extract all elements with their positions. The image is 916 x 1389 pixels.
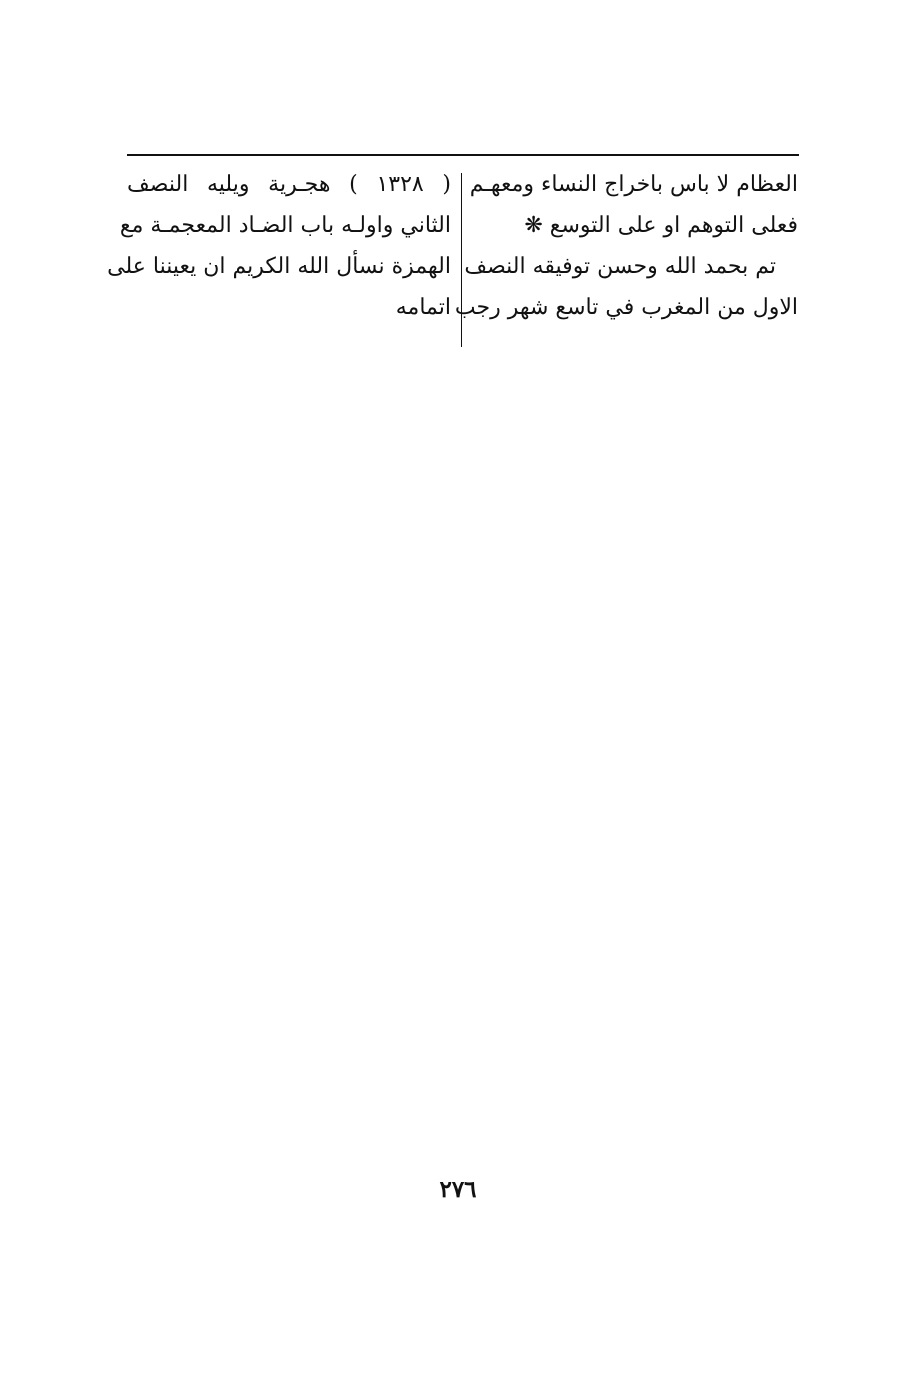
text-line: الثاني واولـه باب الضـاد المعجمـة مع — [119, 213, 451, 238]
text-line: الهمزة نسأل الله الكريم ان يعيننا على — [107, 254, 451, 279]
text-line: ( ١٣٢٨ ) هجـرية ويليه النصف — [127, 172, 451, 197]
text-line: اتمامه — [395, 295, 451, 320]
text-line: الاول من المغرب في تاسع شهر رجب — [454, 295, 798, 320]
text-line: فعلى التوهم او على التوسع ❋ — [524, 213, 798, 238]
text-line: العظام لا باس باخراج النساء ومعهـم — [469, 172, 798, 197]
left-text-column — [107, 164, 451, 328]
page-number: ٢٧٦ — [439, 1176, 477, 1203]
column-divider — [461, 173, 462, 347]
text-line: تم بحمد الله وحسن توفيقه النصف — [464, 254, 776, 279]
top-rule — [127, 154, 799, 156]
right-text-column — [454, 164, 798, 328]
